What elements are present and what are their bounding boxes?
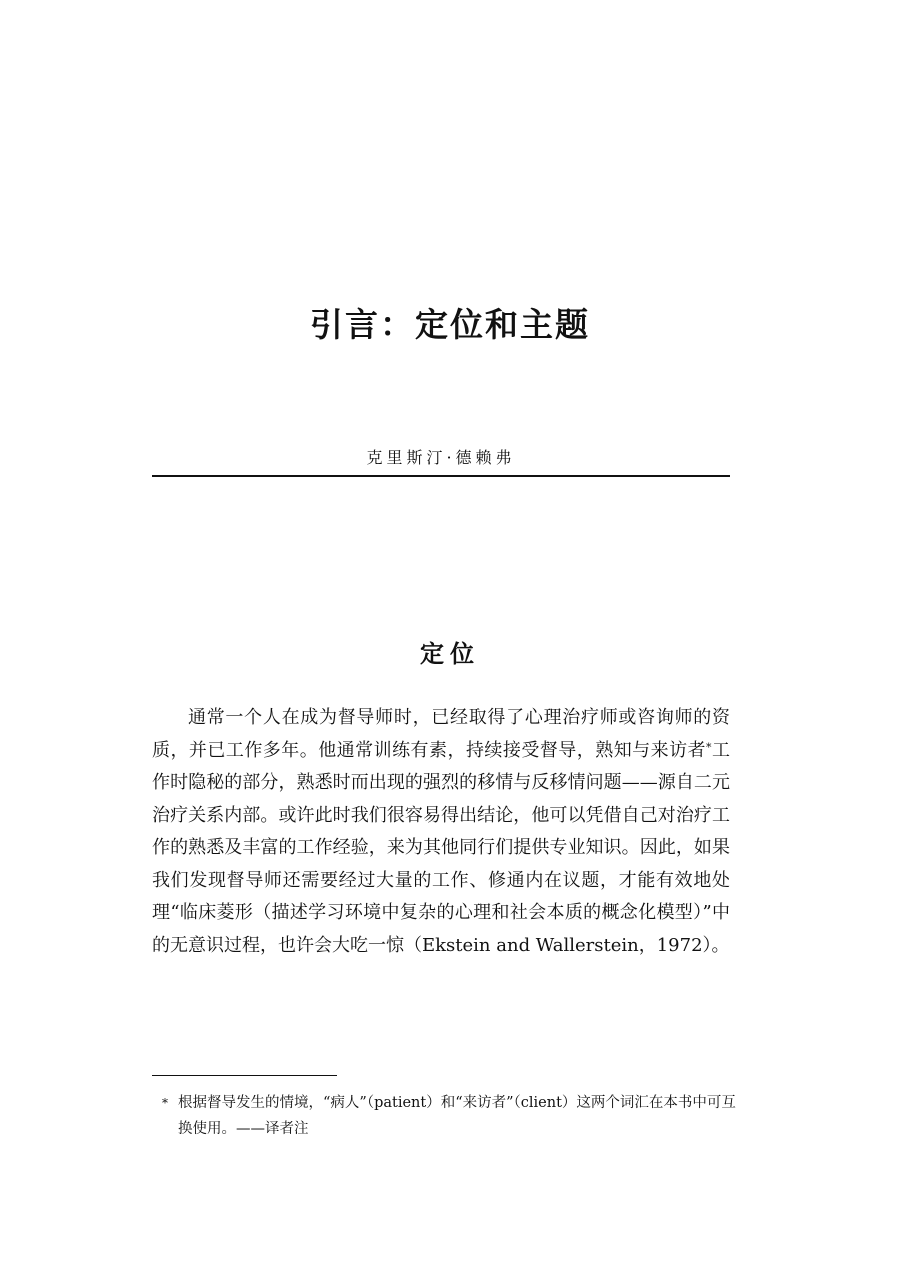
section-heading: 定位: [420, 639, 480, 668]
footnote-divider: [152, 1075, 337, 1076]
chapter-title: 引言：定位和主题: [310, 305, 590, 344]
footnote: [162, 1090, 746, 1142]
paragraph-text-part1: 通常一个人在成为督导师时，已经取得了心理治疗师或咨询师的资质，并已工作多年。他通常训练有素，持续接受督导，熟知与来访者: [152, 707, 730, 761]
footnote-text: 根据督导发生的情境，“病人”（patient）和“来访者”（client）这两个词汇在本书中可互换使用。——译者注: [178, 1095, 736, 1137]
author-divider: [152, 475, 730, 477]
footnote-marker: *: [162, 1096, 168, 1110]
paragraph-text-part2: 工作时隐秘的部分，熟悉时而出现的强烈的移情与反移情问题——源自二元治疗关系内部。或许此时我们很容易得出结论，他可以凭借自己对治疗工作的熟悉及丰富的工作经验，来为其他同行们提供专业知识。因此，如果我们发现督导师还需要经过大量的工作、修通内在议题，才能有效地处理“临床菱形（描述学习环境中复杂的心理和社会本质的概念化模型）”中的无意识过程，也许会大吃一惊（Ekstein and Wallerstein，1972）。: [152, 739, 730, 956]
footnote-reference: *: [706, 740, 712, 754]
chapter-author: 克里斯汀·德赖弗: [366, 448, 516, 467]
body-paragraph: [152, 702, 730, 962]
